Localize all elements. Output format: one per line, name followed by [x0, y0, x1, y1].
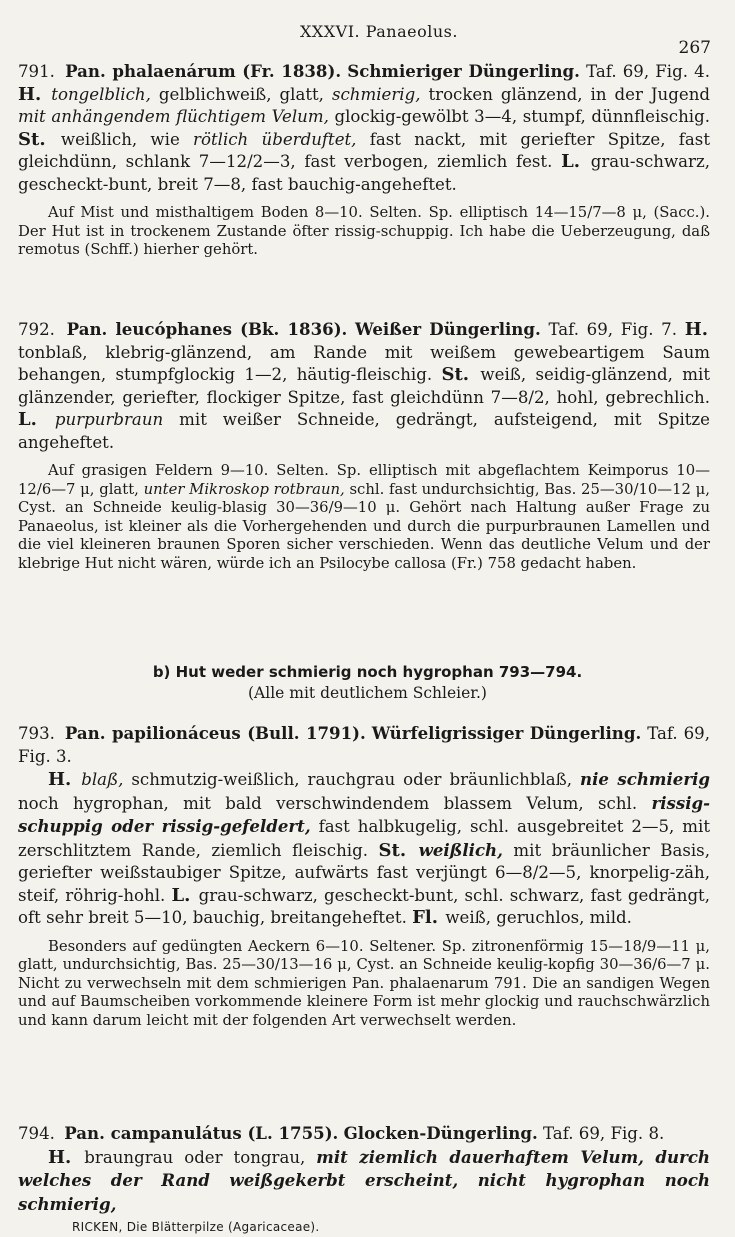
hut-key: H. — [48, 769, 72, 790]
common-name: Würfeligrissiger Düngerling. — [371, 723, 642, 743]
section-subheading — [0, 662, 735, 704]
entry-793 — [18, 722, 710, 1030]
entry-793-note: Besonders auf gedüngten Aeckern 6—10. Seltener. Sp. zitronenförmig 15—18/9—11 μ, glatt, undurchsichtig, Bas. 25—30/13—16 μ, Cyst. an Schneide keulig-kopfig 30—36/6—7 μ. Nicht zu verwechseln mit dem schmierigen Pan. phalaenarum 791. Die an sandigen Wegen und auf Baumscheiben vorkommende kleinere Form ist mehr glockig und rauchschwärzlich und kann darum leicht mit der folgenden Art verwechselt werden. — [18, 937, 710, 1029]
plate-reference: Taf. 69, Fig. 4. — [586, 62, 711, 81]
common-name: Glocken-Düngerling. — [343, 1123, 538, 1143]
running-title: XXXVI. Panaeolus. — [300, 22, 458, 41]
entry-791-note: Auf Mist und misthaltigem Boden 8—10. Selten. Sp. elliptisch 14—15/7—8 μ, (Sacc.). Der Hut ist in trockenem Zustande öfter rissig-schuppig. Ich habe die Ueberzeugung, daß remotus (Schff.) hierher gehört. — [18, 204, 710, 258]
lamellen-key: L. — [171, 884, 191, 906]
entry-794-text — [18, 1122, 710, 1146]
entry-791 — [18, 60, 710, 260]
hut-key: H. — [18, 83, 42, 105]
page-number: 267 — [678, 38, 711, 58]
entry-792-text: 792. Pan. leucóphanes (Bk. 1836). Weißer Düngerling. Taf. 69, Fig. 7. H. tonblaß, klebrig-glänzend, am Rande mit weißem gewebeartigem Saum behangen, stumpfglockig 1—2, häutig-fleischig. St. weiß, seidig-glänzend, mit glänzender, geriefter, flockiger Spitze, fast gleichdünn 7—8/2, hohl, gebrechlich. L. purpurbraun mit weißer Schneide, gedrängt, aufsteigend, mit Spitze angeheftet. — [18, 319, 710, 452]
plate-reference: Taf. 69, Fig. 8. — [543, 1124, 665, 1143]
stiel-key: St. — [18, 128, 46, 150]
entry-791-text: 791. Pan. phalaenárum (Fr. 1838). Schmieriger Düngerling. Taf. 69, Fig. 4. H. tongelblich, gelblichweiß, glatt, schmierig, trocken glänzend, in der Jugend mit anhängendem flüchtigem Velum, glockig-gewölbt 3—4, stumpf, dünnfleischig. St. weißlich, wie rötlich überduftet, fast nackt, mit geriefter Spitze, fast gleichdünn, schlank 7—12/2—3, fast verbogen, ziemlich fest. L. grau-schwarz, gescheckt-bunt, breit 7—8, fast bauchig-angeheftet. — [18, 61, 711, 194]
plate-reference: Taf. 69, Fig. 3. — [18, 724, 711, 766]
entry-number: 794. — [18, 1124, 55, 1143]
lamellen-key: L. — [18, 409, 37, 430]
common-name: Schmieriger Düngerling. — [347, 61, 580, 81]
footer-signature: RICKEN, Die Blätterpilze (Agaricaceae). — [72, 1220, 320, 1234]
hut-key: H. — [48, 1146, 72, 1168]
entry-number: 792. — [18, 320, 55, 339]
subheading-line-2: (Alle mit deutlichem Schleier.) — [248, 684, 487, 702]
species-name: Pan. phalaenárum (Fr. 1838). — [65, 61, 342, 81]
lamellen-key: L. — [561, 151, 581, 172]
entry-number: 791. — [18, 62, 55, 81]
entry-792 — [18, 318, 710, 573]
entry-792-note: Auf grasigen Feldern 9—10. Selten. Sp. elliptisch mit abgeflachtem Keimporus 10—12/6—7 μ, glatt, unter Mikroskop rotbraun, schl. fast undurchsichtig, Bas. 25—30/10—12 μ, Cyst. an Schneide keulig-blasig 30—36/9—10 μ. Gehört nach Haltung außer Frage zu Panaeolus, ist kleiner als die Vorhergehenden und durch die purpurbraunen Lamellen und die viel kleineren braunen Sporen sicher verschieden. Wenn das deutliche Velum und der klebrige Hut nicht wären, würde ich an Psilocybe callosa (Fr.) 758 gedacht haben. — [18, 462, 710, 572]
species-name: Pan. papilionáceus (Bull. 1791). — [64, 723, 366, 743]
stiel-key: St. — [378, 839, 407, 861]
hut-key: H. — [684, 319, 708, 340]
subheading-line-1: b) Hut weder schmierig noch hygrophan 793—794. — [152, 663, 583, 681]
common-name: Weißer Düngerling. — [355, 319, 541, 339]
plate-reference: Taf. 69, Fig. 7. — [548, 320, 677, 339]
species-name: Pan. leucóphanes (Bk. 1836). — [66, 319, 348, 339]
entry-794-body: H. braungrau oder tongrau, mit ziemlich dauerhaftem Velum, durch welches der Rand weißgekerbt erscheint, nicht hygrophan noch schmierig, — [18, 1146, 710, 1214]
stiel-key: St. — [441, 364, 470, 385]
entry-793-text — [18, 722, 710, 768]
page-header — [0, 22, 735, 58]
species-name: Pan. campanulátus (L. 1755). — [64, 1123, 339, 1143]
entry-794 — [18, 1122, 710, 1234]
fleisch-key: Fl. — [412, 907, 439, 928]
entry-number: 793. — [18, 724, 55, 743]
entry-793-body: H. blaß, schmutzig-weißlich, rauchgrau oder bräunlichblaß, nie schmierig noch hygrophan, mit bald verschwindendem blassem Velum, schl. rissig-schuppig oder rissig-gefeldert, fast halbkugelig, schl. ausgebreitet 2—5, mit zerschlitztem Rande, ziemlich fleischig. St. weißlich, mit bräunlicher Basis, geriefter weißstaubiger Spitze, aufwärts fast verjüngt 6—8/2—5, knorpelig-zäh, steif, röhrig-hohl. L. grau-schwarz, gescheckt-bunt, schl. schwarz, fast gedrängt, oft sehr breit 5—10, bauchig, breitangeheftet. Fl. weiß, geruchlos, mild. — [18, 769, 711, 928]
